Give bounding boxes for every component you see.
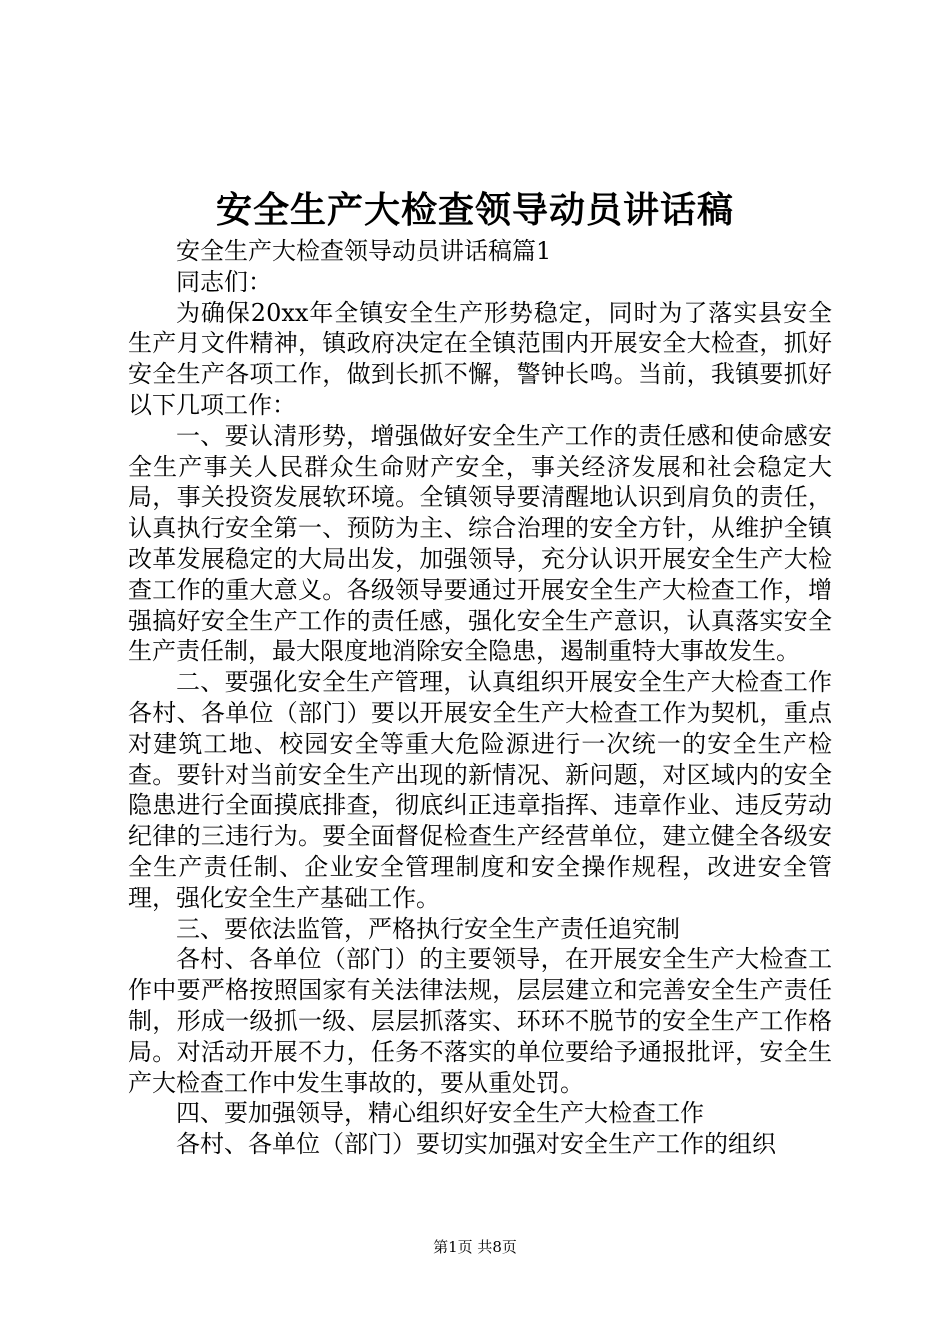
paragraph-intro: 为确保20xx年全镇安全生产形势稳定，同时为了落实县安全生产月文件精神，镇政府决定在全镇范围内开展安全大检查，抓好安全生产各项工作，做到长抓不懈，警钟长鸣。当前，我镇要抓好以下几项工作： <box>128 298 832 419</box>
paragraph-subtitle: 安全生产大检查领导动员讲话稿篇1 <box>176 237 552 265</box>
heading-section-4: 四、要加强领导，精心组织好安全生产大检查工作 <box>176 1099 704 1128</box>
paragraph-section-3: 各村、各单位（部门）的主要领导，在开展安全生产大检查工作中要严格按照国家有关法律法规，层层建立和完善安全生产责任制，形成一级抓一级、层层抓落实、环环不脱节的安全生产工作格局。对活动开展不力，任务不落实的单位要给予通报批评，安全生产大检查工作中发生事故的，要从重处罚。 <box>128 945 832 1097</box>
document-body <box>128 236 832 1160</box>
paragraph-section-4: 各村、各单位（部门）要切实加强对安全生产工作的组织 <box>176 1130 776 1159</box>
paragraph-section-2: 二、要强化安全生产管理，认真组织开展安全生产大检查工作各村、各单位（部门）要以开展安全生产大检查工作为契机，重点对建筑工地、校园安全等重大危险源进行一次统一的安全生产检查。要针对当前安全生产出现的新情况、新问题，对区域内的安全隐患进行全面摸底排查，彻底纠正违章指挥、违章作业、违反劳动纪律的三违行为。要全面督促检查生产经营单位，建立健全各级安全生产责任制、企业安全管理制度和安全操作规程，改进安全管理，强化安全生产基础工作。 <box>128 668 832 912</box>
page-number-footer: 第1页 共8页 <box>433 1238 517 1256</box>
heading-section-3: 三、要依法监管，严格执行安全生产责任追究制 <box>176 914 680 943</box>
document-title: 安全生产大检查领导动员讲话稿 <box>215 189 734 231</box>
paragraph-section-1: 一、要认清形势，增强做好安全生产工作的责任感和使命感安全生产事关人民群众生命财产安全，事关经济发展和社会稳定大局，事关投资发展软环境。全镇领导要清醒地认识到肩负的责任，认真执行安全第一、预防为主、综合治理的安全方针，从维护全镇改革发展稳定的大局出发，加强领导，充分认识开展安全生产大检查工作的重大意义。各级领导要通过开展安全生产大检查工作，增强搞好安全生产工作的责任感，强化安全生产意识，认真落实安全生产责任制，最大限度地消除安全隐患，遏制重特大事故发生。 <box>128 421 832 666</box>
paragraph-salutation: 同志们： <box>176 267 272 296</box>
